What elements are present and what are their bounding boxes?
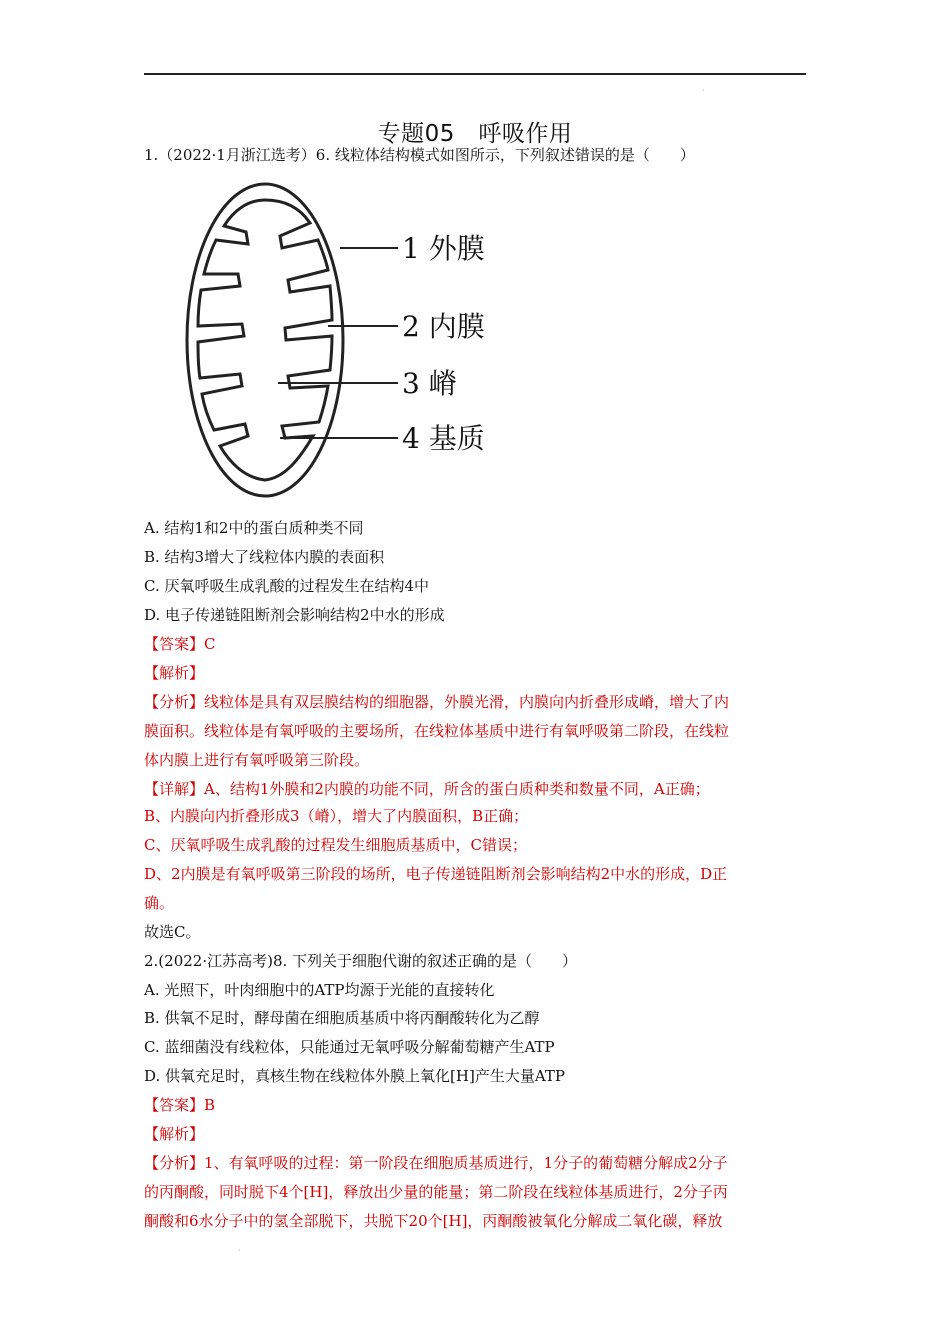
q1-detail-line: C、厌氧呼吸生成乳酸的过程发生细胞质基质中，C错误； [144,836,527,854]
q1-option-b: B. 结构3增大了线粒体内膜的表面积 [144,548,385,566]
q2-analysis-line: 酮酸和6水分子中的氢全部脱下，共脱下20个[H]，丙酮酸被氧化分解成二氧化碳，释放 [144,1212,723,1230]
q2-stem: 2.(2022·江苏高考)8. 下列关于细胞代谢的叙述正确的是（ ） [144,952,578,970]
q2-analysis-line: 【分析】1、有氧呼吸的过程：第一阶段在细胞质基质进行，1分子的葡萄糖分解成2分子 [144,1154,728,1172]
q1-answer: 【答案】C [144,635,216,653]
q1-option-a: A. 结构1和2中的蛋白质种类不同 [144,519,364,537]
label-matrix: 4 基质 [402,422,485,455]
label-inner-membrane: 2 内膜 [402,310,485,343]
footer-dot: · [238,1246,241,1255]
q1-jiexi: 【解析】 [144,664,205,682]
label-outer-membrane: 1 外膜 [402,232,485,265]
label-cristae: 3 嵴 [402,367,457,400]
q2-answer: 【答案】B [144,1096,216,1114]
page-title: 专题05 呼吸作用 [377,121,573,147]
q1-option-d: D. 电子传递链阻断剂会影响结构2中水的形成 [144,606,445,624]
q1-detail-line: 【详解】A、结构1外膜和2内膜的功能不同，所含的蛋白质种类和数量不同，A正确； [144,780,710,798]
q1-option-c: C. 厌氧呼吸生成乳酸的过程发生在结构4中 [144,577,430,595]
q2-option-d: D. 供氧充足时，真核生物在线粒体外膜上氧化[H]产生大量ATP [144,1067,565,1085]
q1-detail-line: B、内膜向内折叠形成3（嵴），增大了内膜面积，B正确； [144,807,529,825]
q1-analysis-line: 【分析】线粒体是具有双层膜结构的细胞器，外膜光滑，内膜向内折叠形成嵴，增大了内 [144,693,730,711]
q1-stem: 1.（2022·1月浙江选考）6. 线粒体结构模式如图所示，下列叙述错误的是（ ） [144,146,695,164]
q2-jiexi: 【解析】 [144,1125,205,1143]
header-rule [144,73,806,75]
q1-detail-line: D、2内膜是有氧呼吸第三阶段的场所，电子传递链阻断剂会影响结构2中水的形成，D正 [144,865,728,883]
q2-option-b: B. 供氧不足时，酵母菌在细胞质基质中将丙酮酸转化为乙醇 [144,1009,540,1027]
q2-option-c: C. 蓝细菌没有线粒体，只能通过无氧呼吸分解葡萄糖产生ATP [144,1038,555,1056]
q1-detail-line: 确。 [144,894,175,912]
header-dot: · [702,86,705,95]
q1-analysis-line: 体内膜上进行有氧呼吸第三阶段。 [144,751,370,769]
q2-option-a: A. 光照下，叶肉细胞中的ATP均源于光能的直接转化 [144,981,495,999]
q2-analysis-line: 的丙酮酸，同时脱下4个[H]，释放出少量的能量；第二阶段在线粒体基质进行，2分子丙 [144,1183,728,1201]
mitochondrion-diagram [170,178,510,510]
q1-analysis-line: 膜面积。线粒体是有氧呼吸的主要场所，在线粒体基质中进行有氧呼吸第二阶段，在线粒 [144,722,730,740]
q1-conclusion: 故选C。 [144,923,201,941]
